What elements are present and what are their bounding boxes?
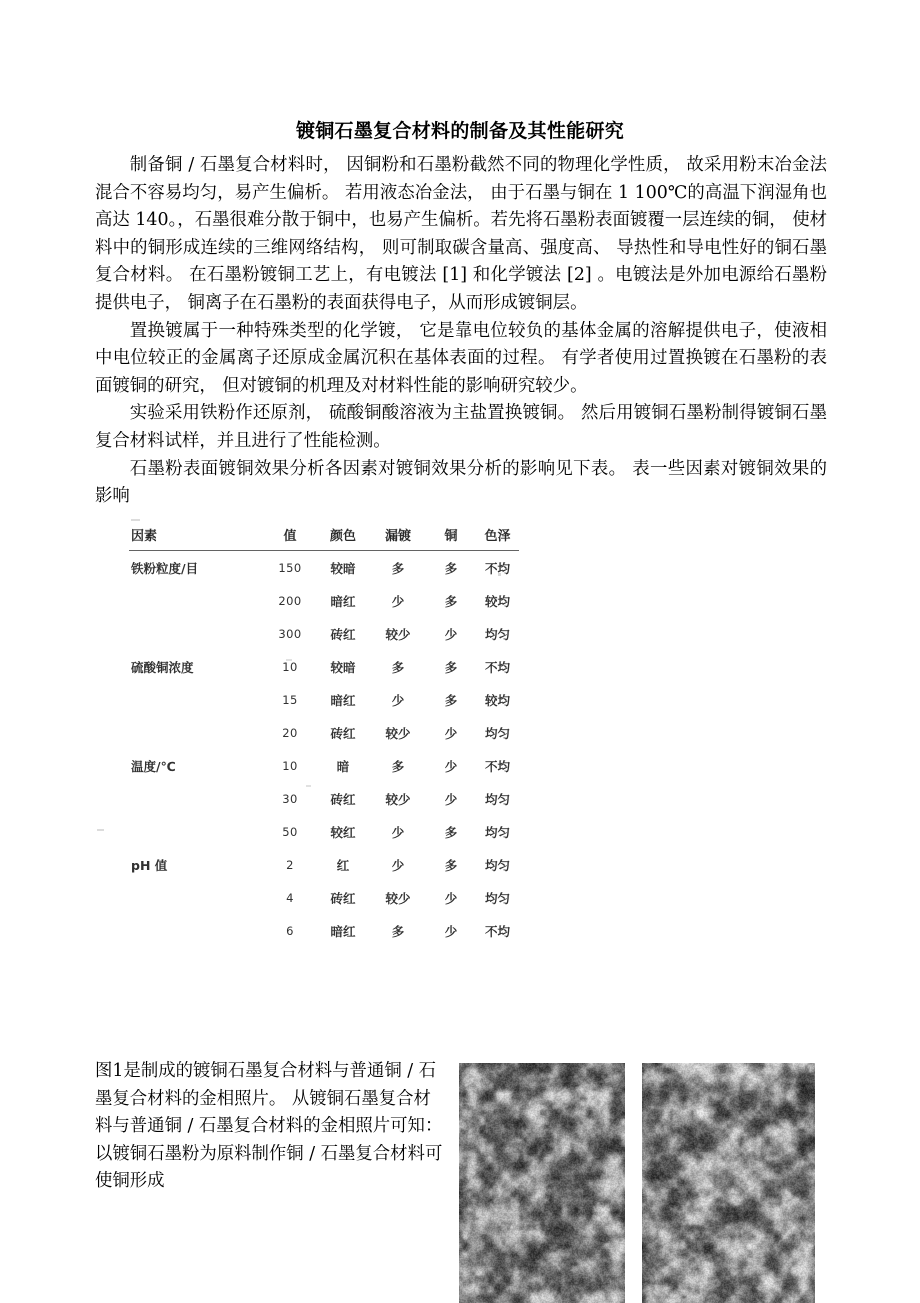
table-cell-luster: 较均 [484, 692, 510, 708]
table-cell-copper: 多 [444, 857, 458, 873]
table-cell-luster: 均匀 [484, 626, 510, 642]
table-cell-factor: 温度/℃ [131, 758, 176, 774]
column-header-value: 值 [283, 529, 297, 544]
table-cell-color: 砖红 [330, 725, 356, 741]
paragraph: 制备铜 / 石墨复合材料时， 因铜粉和石墨粉截然不同的物理化学性质， 故采用粉末冶金法混合不容易均匀，易产生偏析。 若用液态冶金法， 由于石墨与铜在 1 100℃的高温下润湿角也高达 140。，石墨很难分散于铜中，也易产生偏析。若先将石墨粉表面镀覆一层连续的铜， 使材料中的铜形成连续的三维网络结构， 则可制取碳含量高、强度高、 导热性和导电性好的铜石墨复合材料。 在石墨粉镀铜工艺上，有电镀法 [1] 和化学镀法 [2] 。电镀法是外加电源给石墨粉提供电子， 铜离子在石墨粉的表面获得电子，从而形成镀铜层。 [95, 155, 827, 313]
table-cell-factor [129, 584, 264, 617]
table-cell-factor [129, 914, 264, 947]
table-cell-luster: 均匀 [484, 890, 510, 906]
table-cell-color: 砖红 [330, 890, 356, 906]
table-cell-color: 较暗 [330, 560, 356, 576]
micrograph-figure-group [459, 1063, 819, 1303]
table-row [129, 650, 519, 683]
table-cell-color: 暗红 [330, 692, 356, 708]
paragraph: 石墨粉表面镀铜效果分析各因素对镀铜效果分析的影响见下表。 表一些因素对镀铜效果的影响 [95, 458, 827, 507]
table-cell-leak: 多 [391, 659, 405, 675]
table-row [129, 848, 519, 881]
table-cell-factor: 铁粉粒度/目 [131, 560, 199, 576]
table-cell-leak: 少 [391, 857, 405, 873]
table-cell-value: 300 [278, 626, 302, 641]
table-cell-leak: 少 [391, 824, 405, 840]
table-cell-luster: 不均 [484, 923, 510, 939]
table-cell-value: 4 [286, 890, 294, 905]
factor-effect-table [129, 522, 519, 947]
scan-artifact [306, 785, 311, 787]
table-cell-copper: 少 [444, 923, 458, 939]
table-cell-copper: 多 [444, 593, 458, 609]
table-cell-luster: 不均 [484, 659, 510, 675]
table-cell-leak: 少 [391, 593, 405, 609]
table-cell-luster: 均匀 [484, 791, 510, 807]
figure-description-text: 图1是制成的镀铜石墨复合材料与普通铜 / 石墨复合材料的金相照片。 从镀铜石墨复合材料与普通铜 / 石墨复合材料的金相照片可知：以镀铜石墨粉为原料制作铜 / 石墨复合材料可使铜形成 [95, 1061, 443, 1192]
table-row [129, 815, 519, 848]
table-cell-copper: 少 [444, 725, 458, 741]
table-cell-leak: 少 [391, 692, 405, 708]
scan-artifact [286, 659, 292, 661]
table-cell-luster: 均匀 [484, 824, 510, 840]
column-header-leak: 漏镀 [384, 529, 411, 544]
table-cell-leak: 较少 [385, 725, 411, 741]
table-cell-leak: 多 [391, 560, 405, 576]
table-cell-luster: 不均 [484, 758, 510, 774]
paragraph: 实验采用铁粉作还原剂， 硫酸铜酸溶液为主盐置换镀铜。 然后用镀铜石墨粉制得镀铜石墨复合材料试样，并且进行了性能检测。 [95, 403, 827, 451]
table-cell-color: 暗 [336, 758, 350, 774]
table-cell-factor [129, 617, 264, 650]
table-row [129, 617, 519, 650]
table-cell-leak: 较少 [385, 890, 411, 906]
column-header-factor: 因素 [131, 529, 158, 544]
table-cell-copper: 少 [444, 890, 458, 906]
table-cell-value: 50 [282, 824, 298, 839]
table-cell-luster: 均匀 [484, 725, 510, 741]
table-cell-copper: 多 [444, 659, 458, 675]
paragraph: 置换镀属于一种特殊类型的化学镀， 它是靠电位较负的基体金属的溶解提供电子，使液相中电位较正的金属离子还原成金属沉积在基体表面的过程。 有学者使用过置换镀在石墨粉的表面镀铜的研究， 但对镀铜的机理及对材料性能的影响研究较少。 [95, 320, 827, 396]
table-cell-value: 2 [286, 857, 294, 872]
table-cell-value: 15 [282, 692, 298, 707]
column-header-luster: 色泽 [484, 529, 511, 544]
table-cell-leak: 多 [391, 758, 405, 774]
micrograph-right [642, 1063, 815, 1303]
table-cell-leak: 多 [391, 923, 405, 939]
table-row [129, 584, 519, 617]
table-row [129, 881, 519, 914]
table-cell-color: 较红 [330, 824, 356, 840]
table-cell-factor: pH 值 [131, 857, 168, 873]
table-row [129, 782, 519, 815]
table-cell-copper: 多 [444, 560, 458, 576]
table-cell-copper: 多 [444, 824, 458, 840]
table-row [129, 683, 519, 716]
table-cell-color: 暗红 [330, 923, 356, 939]
table-cell-value: 150 [278, 560, 302, 575]
table-row [129, 914, 519, 947]
table-cell-factor [129, 815, 264, 848]
table-cell-copper: 少 [444, 791, 458, 807]
table-cell-factor: 硫酸铜浓度 [131, 659, 194, 675]
scan-artifact [498, 573, 501, 576]
body-text [95, 152, 827, 511]
table-cell-leak: 较少 [385, 791, 411, 807]
table-header-row [129, 522, 519, 551]
table-row [129, 749, 519, 782]
table-cell-value: 10 [282, 758, 298, 773]
table-cell-color: 较暗 [330, 659, 356, 675]
micrograph-left-image [459, 1063, 625, 1303]
table-cell-factor [129, 716, 264, 749]
scan-artifact [97, 829, 104, 831]
table-row [129, 716, 519, 749]
table-cell-value: 20 [282, 725, 298, 740]
micrograph-right-image [642, 1063, 815, 1303]
table-cell-color: 暗红 [330, 593, 356, 609]
table-row [129, 551, 519, 585]
table-cell-value: 200 [278, 593, 302, 608]
table-cell-factor [129, 683, 264, 716]
table-cell-copper: 多 [444, 692, 458, 708]
scan-artifact [131, 519, 140, 521]
column-header-color: 颜色 [329, 529, 356, 544]
table-cell-copper: 少 [444, 626, 458, 642]
column-header-copper: 铜 [444, 529, 458, 544]
table-cell-value: 6 [286, 923, 294, 938]
table-cell-luster: 均匀 [484, 857, 510, 873]
table-cell-value: 30 [282, 791, 298, 806]
table-cell-color: 砖红 [330, 626, 356, 642]
micrograph-left [459, 1063, 625, 1303]
page-title: 镀铜石墨复合材料的制备及其性能研究 [295, 120, 625, 142]
table-cell-color: 砖红 [330, 791, 356, 807]
table-cell-leak: 较少 [385, 626, 411, 642]
table-cell-factor [129, 881, 264, 914]
table-cell-factor [129, 782, 264, 815]
table-cell-luster: 较均 [484, 593, 510, 609]
table-cell-luster: 不均 [484, 560, 510, 576]
table-cell-value: 10 [282, 659, 298, 674]
table-cell-copper: 少 [444, 758, 458, 774]
table-cell-color: 红 [336, 857, 350, 873]
